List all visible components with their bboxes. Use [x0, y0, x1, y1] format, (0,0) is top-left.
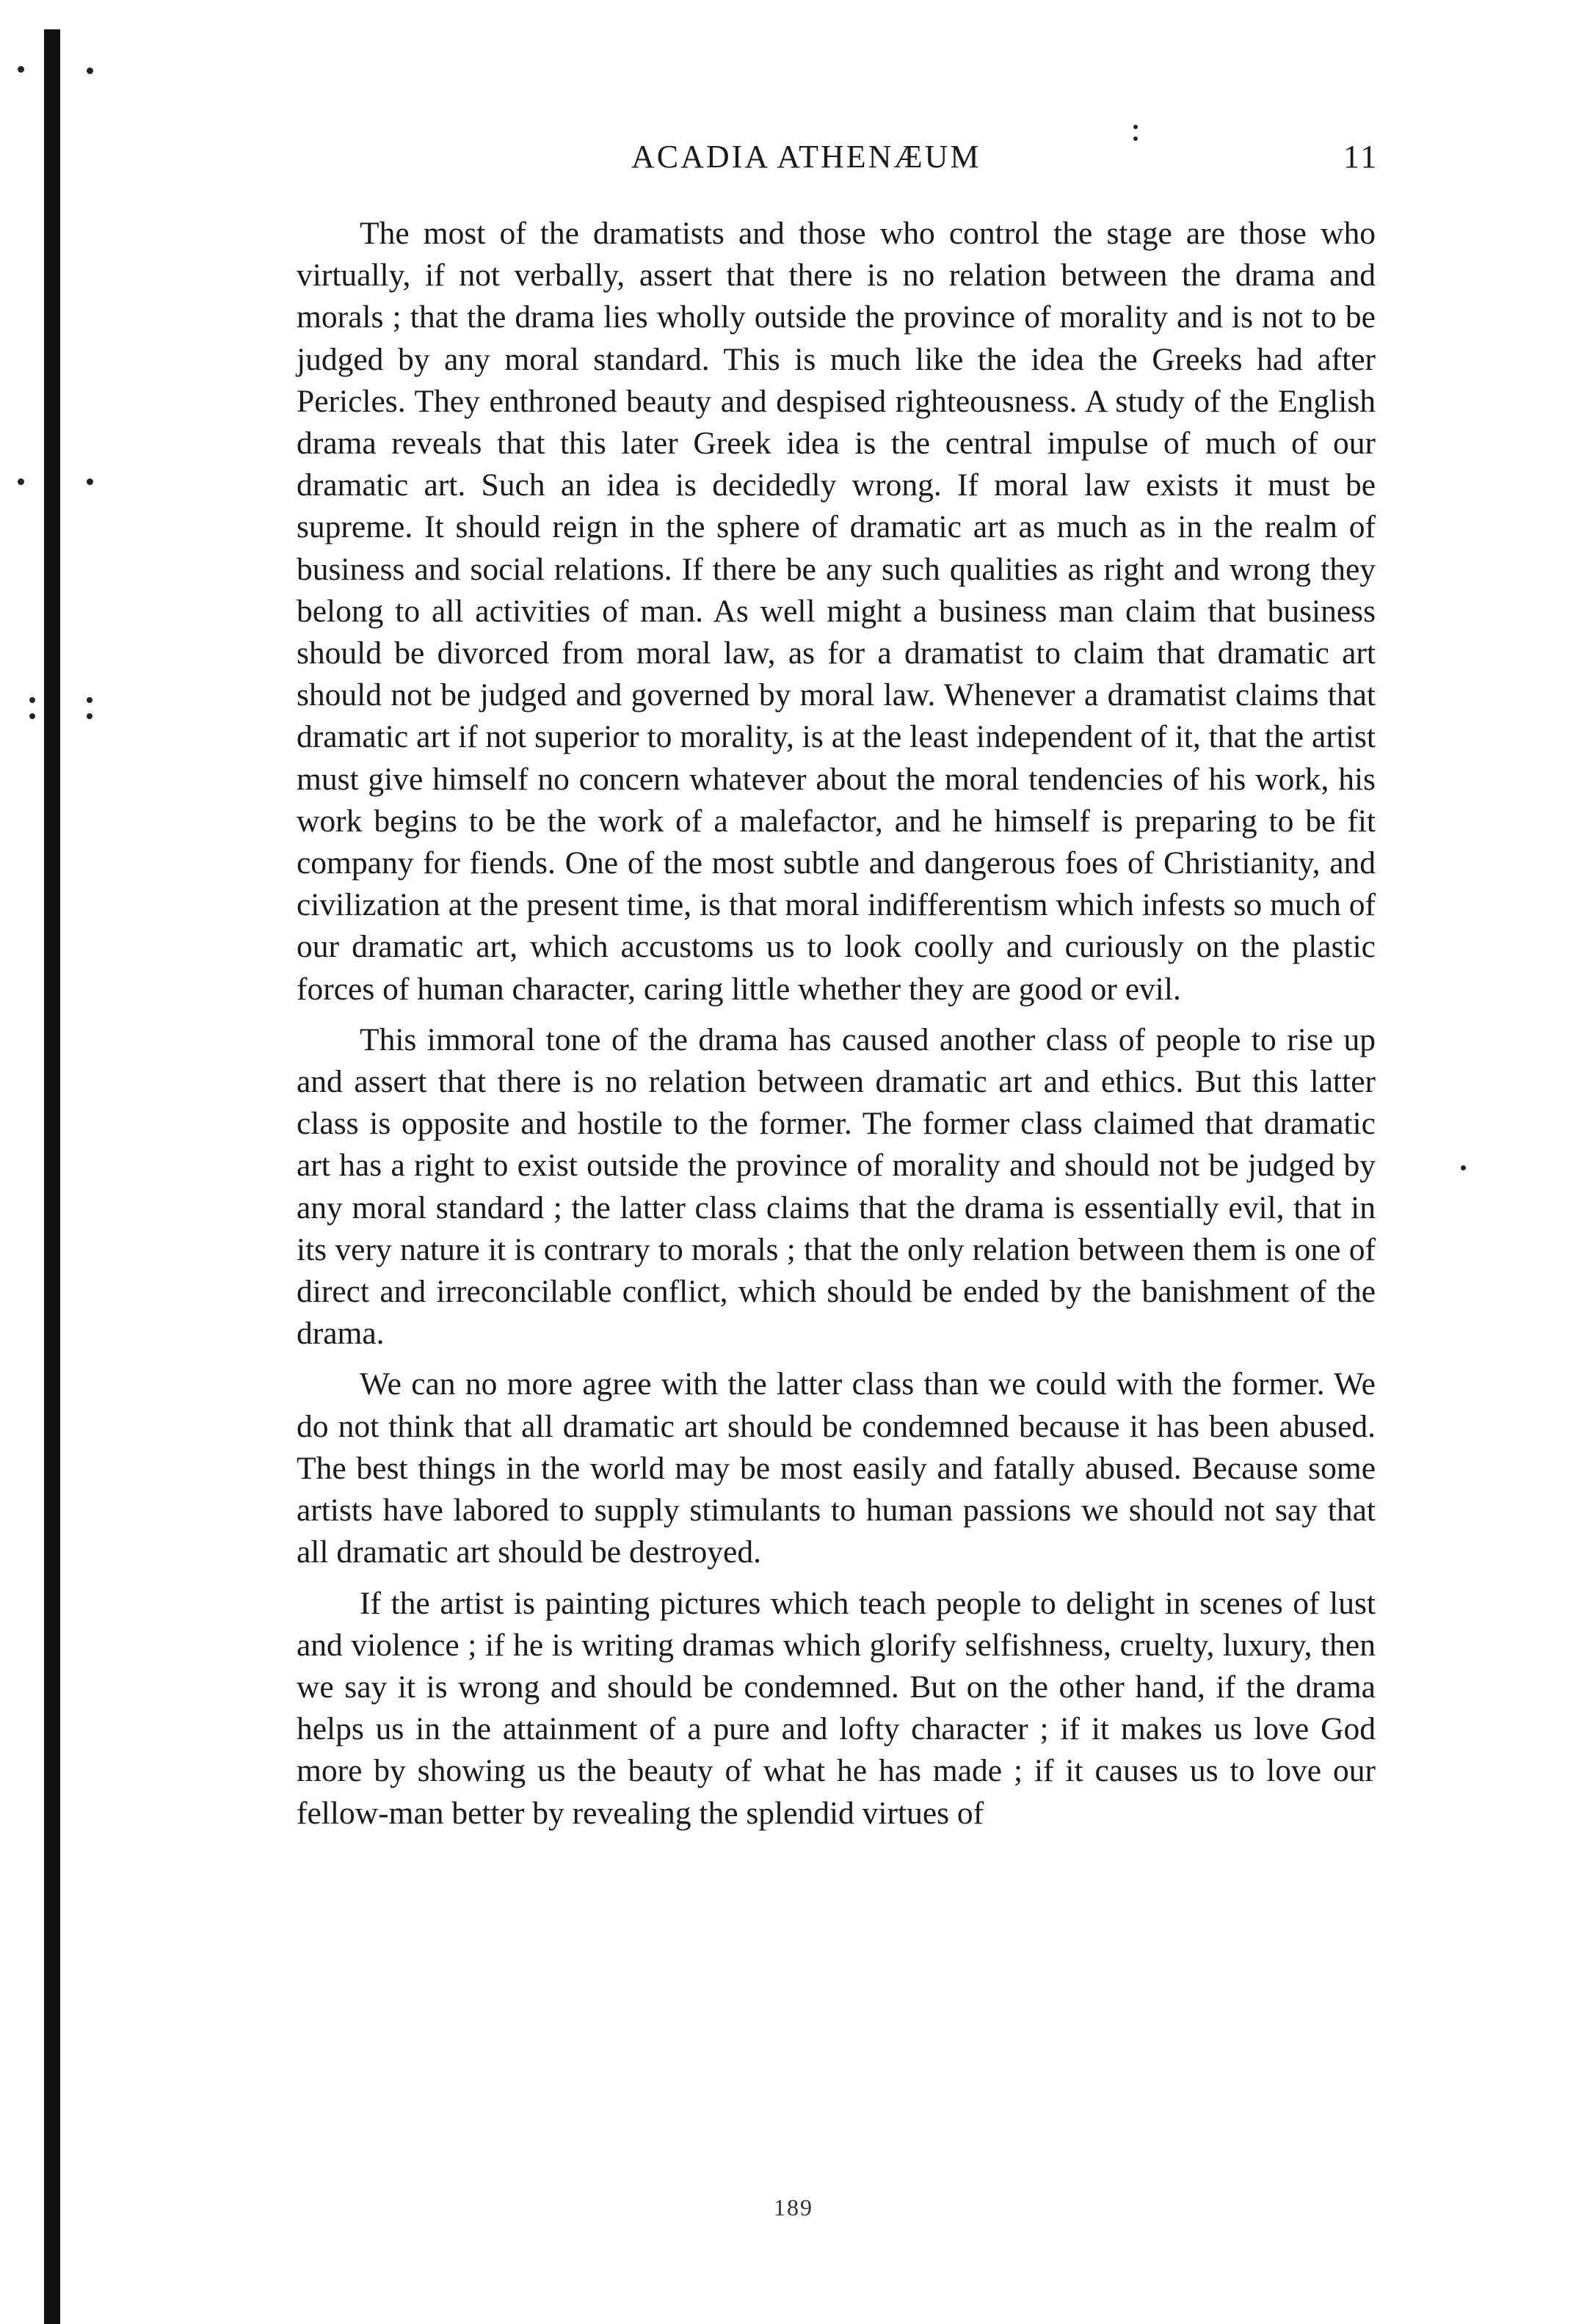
page-number: 11	[1343, 139, 1379, 175]
scan-binding-edge	[44, 29, 60, 2324]
paragraph: The most of the dramatists and those who control the stage are those who virtually, if not verbally, assert that there is no relation between the drama and morals ; that the drama lies wholly outside the province of morality and is not to be judged by any moral standard. This is much like the idea the Greeks had after Pericles. They enthroned beauty and despised righteousness. A study of the English drama reveals that this later Greek idea is the central impulse of much of our dramatic art. Such an idea is decidedly wrong. If moral law exists it must be supreme. It should reign in the sphere of dramatic art as much as in the realm of business and social relations. If there be any such qualities as right and wrong they belong to all activities of man. As well might a business man claim that business should be divorced from moral law, as for a dramatist to claim that dramatic art should not be judged and governed by moral law. Whenever a dramatist claims that dramatic art if not superior to morality, is at the least independent of it, that the artist must give himself no concern whatever about the moral tendencies of his work, his work begins to be the work of a malefactor, and he himself is preparing to be fit company for fiends. One of the most subtle and dangerous foes of Christianity, and civilization at the present time, is that moral indifferentism which infests so much of our dramatic art, which accustoms us to look coolly and curiously on the plastic forces of human character, caring little whether they are good or evil.	[297, 216, 1376, 1007]
paragraph: If the artist is painting pictures which teach people to delight in scenes of lust and violence ; if he is writing dramas which glorify selfishness, cruelty, luxury, then we say it is wrong and should be condemned. But on the other hand, if the drama helps us in the attainment of a pure and lofty character ; if it makes us love God more by showing us the beauty of what he has made ; if it causes us to love our fellow-man better by revealing the splendid virtues of	[297, 1585, 1376, 1831]
article-body	[297, 213, 1376, 1843]
folio-number: 189	[774, 2194, 813, 2221]
scan-speck	[18, 478, 24, 485]
scan-speck	[87, 697, 92, 703]
paragraph: We can no more agree with the latter class than we could with the former. We do not think that all dramatic art should be condemned because it has been abused. The best things in the world may be most easily and fatally abused. Because some artists have labored to supply stimulants to human passions we should not say that all dramatic art should be destroyed.	[297, 1366, 1376, 1570]
paragraph: This immoral tone of the drama has caused another class of people to rise up and assert that there is no relation between dramatic art and ethics. But this latter class is opposite and hostile to the former. The former class claimed that dramatic art has a right to exist outside the province of morality and should not be judged by any moral standard ; the latter class claims that the drama is essentially evil, that in its very nature it is contrary to morals ; that the only relation between them is one of direct and irreconcilable conflict, which should be ended by the banishment of the drama.	[297, 1021, 1376, 1352]
scan-speck	[1133, 125, 1138, 129]
scan-speck	[87, 713, 92, 719]
scan-speck	[29, 713, 35, 719]
scan-speck	[29, 697, 35, 703]
running-title: ACADIA ATHENÆUM	[631, 139, 981, 175]
scan-speck	[18, 66, 24, 73]
scan-speck	[87, 68, 93, 74]
scan-speck	[1461, 1165, 1466, 1170]
scan-speck	[87, 478, 93, 485]
page-header	[0, 138, 1587, 182]
